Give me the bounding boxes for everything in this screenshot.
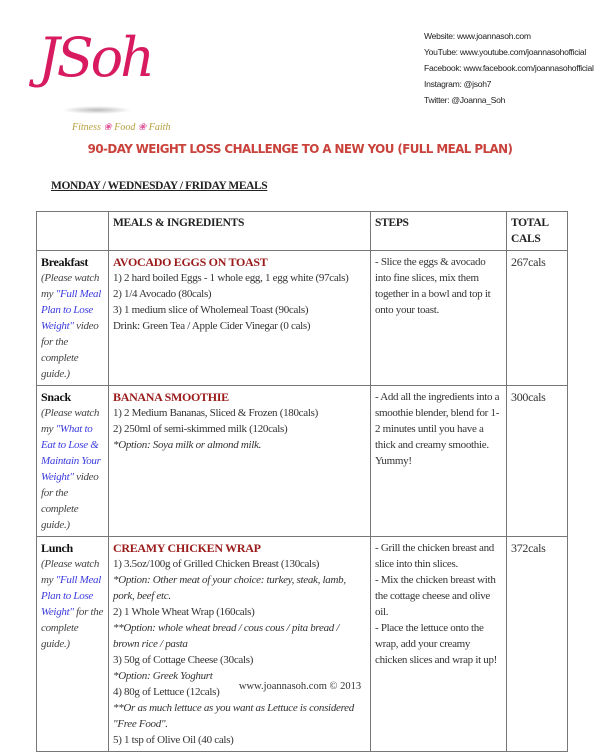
table-row bbox=[37, 251, 568, 386]
video-link[interactable]: "What to Eat to Lose & Maintain Your Weight" bbox=[41, 423, 101, 483]
ingredient-line: **Option: whole wheat bread / cous cous / pita bread / brown rice / pasta bbox=[113, 622, 340, 650]
video-note bbox=[41, 270, 104, 382]
tagline-food: Food bbox=[114, 122, 136, 133]
total-cals: 300cals bbox=[507, 386, 568, 537]
logo-tagline bbox=[72, 122, 170, 133]
ingredient-line: *Option: Greek Yoghurt bbox=[113, 670, 213, 682]
ingredient-line: 3) 1 medium slice of Wholemeal Toast (90cals) bbox=[113, 304, 309, 316]
steps-cell bbox=[371, 537, 507, 752]
ingredient-line: 5) 1 tsp of Olive Oil (40 cals) bbox=[113, 734, 234, 746]
meal-table bbox=[36, 211, 568, 752]
footer: www.joannasoh.com © 2013 bbox=[238, 681, 362, 692]
logo-shadow bbox=[62, 106, 132, 114]
meal-cell bbox=[37, 386, 109, 537]
video-link[interactable]: "Full Meal Plan to Lose Weight" bbox=[41, 574, 101, 618]
note-text: for the complete guide.) bbox=[41, 606, 104, 650]
ingredient-line: *Option: Other meat of your choice: turkey, steak, lamb, pork, beef etc. bbox=[113, 574, 346, 602]
ingredients-cell bbox=[109, 386, 371, 537]
note-text: (Please watch my bbox=[41, 272, 100, 300]
ingredient-line: 3) 50g of Cottage Cheese (30cals) bbox=[113, 654, 254, 666]
meal-cell bbox=[37, 251, 109, 386]
step-line: - Place the lettuce onto the wrap, add your creamy chicken slices and wrap it up! bbox=[375, 622, 498, 666]
table-header-row bbox=[37, 212, 568, 251]
tagline-faith: Faith bbox=[148, 122, 171, 133]
total-cals: 267cals bbox=[507, 251, 568, 386]
contact-website[interactable]: Website: www.joannasoh.com bbox=[424, 31, 531, 41]
total-cals: 372cals bbox=[507, 537, 568, 752]
header-ingredients: MEALS & INGREDIENTS bbox=[109, 212, 371, 251]
ingredient-line: 1) 3.5oz/100g of Grilled Chicken Breast (130cals) bbox=[113, 558, 320, 570]
jsoh-logo bbox=[36, 18, 186, 133]
tagline-fitness: Fitness bbox=[72, 122, 101, 133]
meal-cell bbox=[37, 537, 109, 752]
steps-cell bbox=[371, 386, 507, 537]
note-text: video for the complete guide.) bbox=[41, 320, 99, 380]
section-heading: MONDAY / WEDNESDAY / FRIDAY MEALS bbox=[51, 180, 268, 192]
ingredient-line: 2) 1 Whole Wheat Wrap (160cals) bbox=[113, 606, 255, 618]
logo-wordmark: JSoh bbox=[38, 26, 152, 89]
meal-name: Lunch bbox=[41, 541, 73, 555]
ingredient-line: 1) 2 Medium Bananas, Sliced & Frozen (180cals) bbox=[113, 407, 318, 419]
ingredients-cell bbox=[109, 251, 371, 386]
video-note bbox=[41, 556, 104, 652]
ingredient-line: 2) 1/4 Avocado (80cals) bbox=[113, 288, 212, 300]
ingredient-line: Drink: Green Tea / Apple Cider Vinegar (0 cals) bbox=[113, 320, 311, 332]
header-meal bbox=[37, 212, 109, 251]
contact-twitter[interactable]: Twitter: @Joanna_Soh bbox=[424, 95, 506, 105]
step-line: - Add all the ingredients into a smoothie blender, blend for 1-2 minutes until you have a thick and creamy smoothie. Yummy! bbox=[375, 391, 500, 467]
ingredient-line: 2) 250ml of semi-skimmed milk (120cals) bbox=[113, 423, 288, 435]
ingredient-line: *Option: Soya milk or almond milk. bbox=[113, 439, 262, 451]
contact-youtube[interactable]: YouTube: www.youtube.com/joannasohofficial bbox=[424, 47, 586, 57]
note-text: (Please watch my bbox=[41, 558, 100, 586]
step-line: - Slice the eggs & avocado into fine slices, mix them together in a bowl and top it onto your toast. bbox=[375, 256, 491, 316]
ingredient-line: 4) 80g of Lettuce (12cals) bbox=[113, 686, 220, 698]
contact-info bbox=[424, 28, 594, 108]
note-text: (Please watch my bbox=[41, 407, 100, 435]
flower-icon: ❀ bbox=[137, 122, 147, 133]
ingredient-line: 1) 2 hard boiled Eggs - 1 whole egg, 1 egg white (97cals) bbox=[113, 272, 349, 284]
ingredient-line: **Or as much lettuce as you want as Lettuce is considered "Free Food". bbox=[113, 702, 354, 730]
table-row bbox=[37, 537, 568, 752]
dish-name: BANANA SMOOTHIE bbox=[113, 390, 229, 404]
header-total-cals: TOTAL CALS bbox=[507, 212, 568, 251]
header-steps: STEPS bbox=[371, 212, 507, 251]
meal-name: Breakfast bbox=[41, 255, 89, 269]
note-text: video for the complete guide.) bbox=[41, 471, 99, 531]
step-line: - Mix the chicken breast with the cottage cheese and olive oil. bbox=[375, 574, 496, 618]
meal-name: Snack bbox=[41, 390, 71, 404]
document-title: 90-DAY WEIGHT LOSS CHALLENGE TO A NEW YOU (FULL MEAL PLAN) bbox=[87, 141, 513, 156]
video-link[interactable]: "Full Meal Plan to Lose Weight" bbox=[41, 288, 101, 332]
table-row bbox=[37, 386, 568, 537]
video-note bbox=[41, 405, 104, 533]
step-line: - Grill the chicken breast and slice into thin slices. bbox=[375, 542, 494, 570]
dish-name: CREAMY CHICKEN WRAP bbox=[113, 541, 261, 555]
steps-cell bbox=[371, 251, 507, 386]
dish-name: AVOCADO EGGS ON TOAST bbox=[113, 255, 268, 269]
contact-instagram[interactable]: Instagram: @jsoh7 bbox=[424, 79, 492, 89]
flower-icon: ❀ bbox=[103, 122, 112, 133]
ingredients-cell bbox=[109, 537, 371, 752]
contact-facebook[interactable]: Facebook: www.facebook.com/joannasohofficial bbox=[424, 63, 594, 73]
